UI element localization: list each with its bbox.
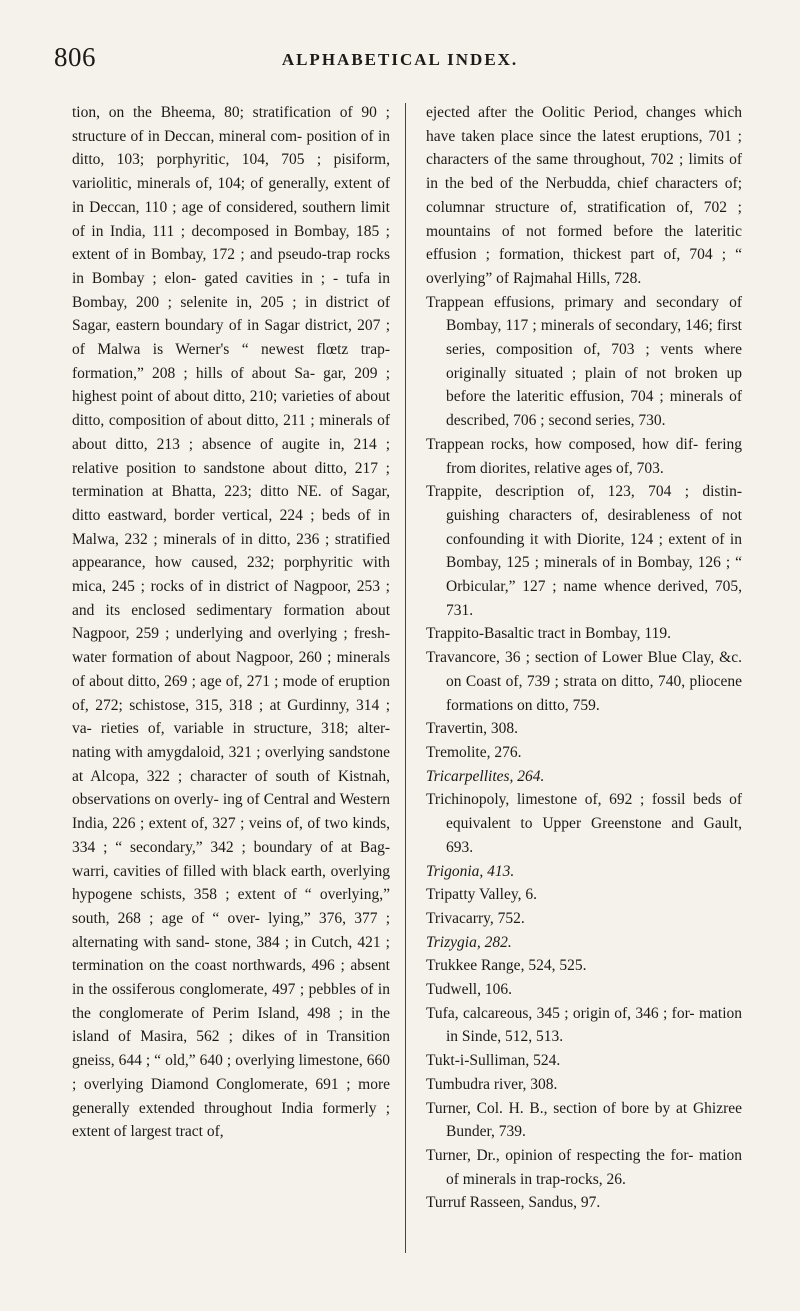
index-entry: Trizygia, 282. bbox=[426, 933, 512, 951]
index-entry: Trigonia, 413. bbox=[426, 862, 515, 880]
index-entry: Turner, Col. H. B., section of bore by at Ghizree Bunder, 739. bbox=[426, 1099, 742, 1141]
index-entry: Travancore, 36 ; section of Lower Blue Clay, &c. on Coast of, 739 ; strata on ditto, 740, pliocene formations on ditto, 759. bbox=[426, 649, 742, 714]
index-entry: Turner, Dr., opinion of respecting the for- mation of minerals in trap-rocks, 26. bbox=[426, 1146, 742, 1188]
index-entry: Travertin, 308. bbox=[426, 720, 518, 738]
index-entry: Tufa, calcareous, 345 ; origin of, 346 ; for- mation in Sinde, 512, 513. bbox=[426, 1004, 742, 1046]
running-head: ALPHABETICAL INDEX. bbox=[281, 50, 519, 69]
index-entry: Trappito-Basaltic tract in Bombay, 119. bbox=[426, 625, 671, 643]
right-column bbox=[426, 101, 742, 1215]
index-entry: Tripatty Valley, 6. bbox=[426, 886, 537, 904]
column-divider bbox=[405, 103, 406, 1253]
index-entry: Trappean effusions, primary and secondary of Bombay, 117 ; minerals of secondary, 146; first series, composition of, 703 ; vents where originally situated ; plain of not broken up before the lateritic effusion, 704 ; minerals of described, 706 ; second series, 730. bbox=[426, 293, 742, 430]
index-entry: Tricarpellites, 264. bbox=[426, 767, 545, 785]
index-entry: ejected after the Oolitic Period, changes which have taken place since the latest eruptions, 701 ; characters of the same throughout, 702 ; limits of in the bed of the Nerbudda, chief characters of; columnar structure of, stratification of, 702 ; mountains of not formed before the lateritic effusion ; formation, thickest part of, 704 ; “ overlying” of Rajmahal Hills, 728. bbox=[426, 104, 742, 287]
left-column bbox=[72, 101, 390, 1144]
index-entry: Tukt-i-Sulliman, 524. bbox=[426, 1052, 561, 1070]
page-number: 806 bbox=[54, 42, 96, 72]
index-entry: Trichinopoly, limestone of, 692 ; fossil beds of equivalent to Upper Greenstone and Gault, 693. bbox=[426, 791, 742, 856]
index-entry: Turruf Rasseen, Sandus, 97. bbox=[426, 1194, 601, 1212]
index-entry: Trukkee Range, 524, 525. bbox=[426, 957, 587, 975]
index-entry: Tremolite, 276. bbox=[426, 743, 522, 761]
index-entry: Trivacarry, 752. bbox=[426, 909, 525, 927]
index-entry: Trappean rocks, how composed, how dif- fering from diorites, relative ages of, 703. bbox=[426, 435, 742, 477]
index-entry: Trappite, description of, 123, 704 ; distin- guishing characters of, desirableness of not confounding it with Diorite, 124 ; extent of in Bombay, 125 ; minerals of in Bombay, 126 ; “ Orbicular,” 127 ; name whence derived, 705, 731. bbox=[426, 483, 742, 619]
index-entry: Tumbudra river, 308. bbox=[426, 1075, 558, 1093]
index-entry: tion, on the Bheema, 80; stratification of 90 ; structure of in Deccan, mineral com- position of in ditto, 103; porphyritic, 104, 705 ; pisiform, variolitic, minerals of, 104; of generally, extent of in Deccan, 110 ; age of considered, southern limit of in India, 111 ; decomposed in Bombay, 185 ; extent of in Bombay, 172 ; and pseudo-trap rocks in Bombay ; elon- gated cavities in ; - tufa in Bombay, 200 ; selenite in, 205 ; in district of Sagar, eastern boundary of in Sagar district, 207 ; of Malwa is Werner's “ newest flœtz trap-formation,” 208 ; hills of about Sa- gar, 209 ; highest point of about ditto, 210; varieties of about ditto, composition of about ditto, 211 ; minerals of about ditto, 213 ; absence of augite in, 214 ; relative position to sandstone about ditto, 217 ; termination at Bhatta, 223; ditto NE. of Sagar, ditto eastward, border vertical, 224 ; beds of in Malwa, 232 ; minerals of in ditto, 236 ; stratified appearance, how caused, 232; porphyritic with mica, 245 ; rocks of in district of Nagpoor, 253 ; and its enclosed sedimentary formation about Nagpoor, 259 ; underlying and overlying ; fresh-water formation of about Nagpoor, 260 ; minerals of about ditto, 269 ; age of, 271 ; mode of eruption of, 272; schistose, 315, 318 ; at Gurdinny, 314 ; va- rieties of, variable in structure, 318; alter- nating with amygdaloid, 321 ; overlying sandstone at Alcopa, 322 ; character of south of Kistnah, observations on overly- ing of Central and Western India, 226 ; extent of, 327 ; veins of, of two kinds, 334 ; “ secondary,” 342 ; boundary of at Bag- warri, cavities of filled with black earth, overlying hypogene schists, 358 ; extent of “ overlying,” south, 268 ; age of “ over- lying,” 376, 377 ; alternating with sand- stone, 384 ; in Cutch, 421 ; termination on the coast northwards, 496 ; absent in the ossiferous conglomerate, 497 ; pebbles of in the conglomerate of Perim Island, 498 ; in the island of Masira, 562 ; dikes of in Transition gneiss, 644 ; “ old,” 640 ; overlying limestone, 660 ; overlying Diamond Conglomerate, 691 ; more generally extended throughout India formerly ; extent of largest tract of, bbox=[72, 104, 390, 1141]
index-entry: Tudwell, 106. bbox=[426, 981, 512, 999]
